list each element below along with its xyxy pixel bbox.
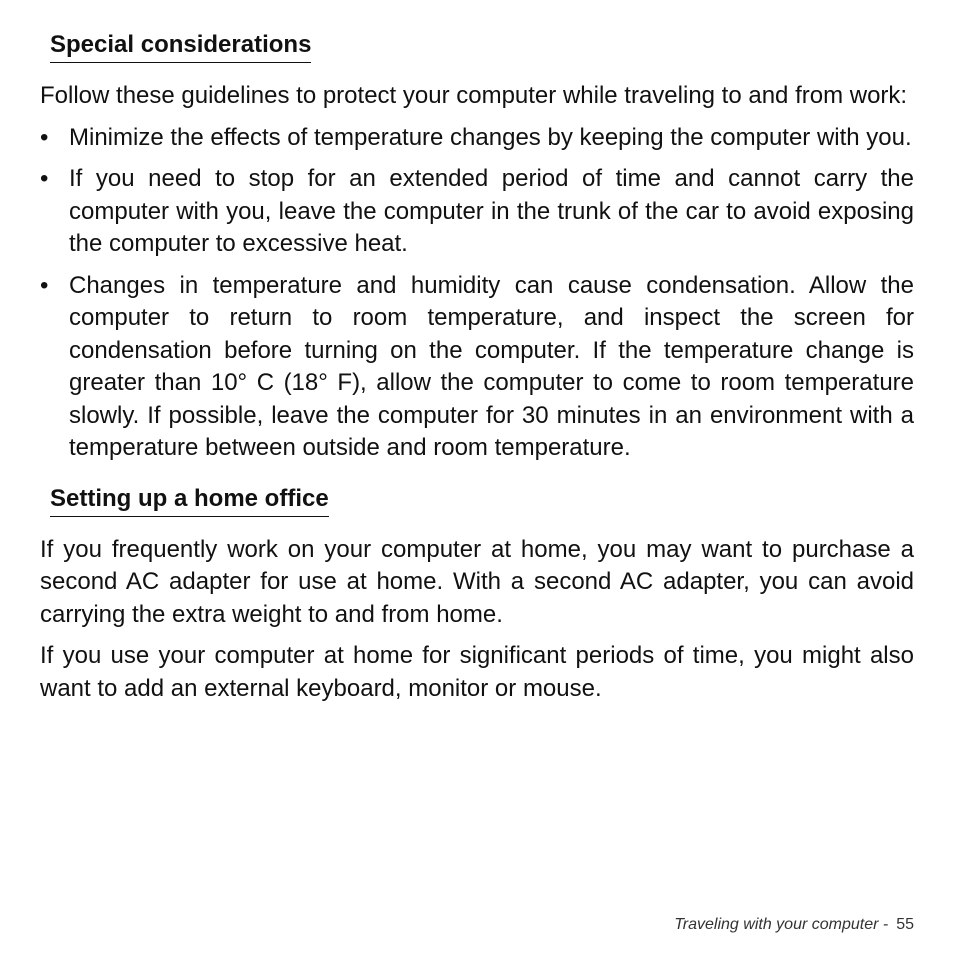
bullet-icon: •	[40, 271, 49, 299]
heading-home-office: Setting up a home office	[50, 482, 329, 517]
section-special-considerations	[40, 28, 914, 68]
guidelines-list	[40, 122, 914, 465]
section-home-office	[40, 482, 914, 522]
list-item-text: Changes in temperature and humidity can cause condensation. Allow the computer to return to room temperature, and inspect the screen for condensation before turning on the computer. If the temperature change is greater than 10° C (18° F), allow the computer to come to room temperature slowly. If possible, leave the computer for 30 minutes in an environment with a temperature between outside and room temperature.	[69, 271, 914, 461]
home-office-paragraph: If you use your computer at home for significant periods of time, you might also want to add an external keyboard, monitor or mouse.	[40, 642, 914, 702]
bullet-icon: •	[40, 165, 49, 192]
list-item-text: If you need to stop for an extended period of time and cannot carry the computer with you, leave the computer in the trunk of the car to avoid exposing the computer to excessive heat.	[69, 165, 914, 257]
list-item	[40, 122, 914, 155]
page-number: 55	[896, 916, 914, 933]
list-item-text: Minimize the effects of temperature changes by keeping the computer with you.	[69, 123, 912, 151]
bullet-icon: •	[40, 123, 49, 151]
heading-special-considerations: Special considerations	[50, 28, 311, 63]
list-item	[40, 270, 914, 465]
intro-paragraph: Follow these guidelines to protect your computer while traveling to and from work:	[40, 82, 908, 109]
page-footer	[674, 916, 914, 934]
list-item	[40, 163, 914, 261]
document-page	[40, 28, 914, 705]
home-office-paragraph: If you frequently work on your computer at home, you may want to purchase a second AC adapter for use at home. With a second AC adapter, you can avoid carrying the extra weight to and from home.	[40, 535, 914, 628]
footer-chapter-title: Traveling with your computer -	[674, 916, 889, 933]
